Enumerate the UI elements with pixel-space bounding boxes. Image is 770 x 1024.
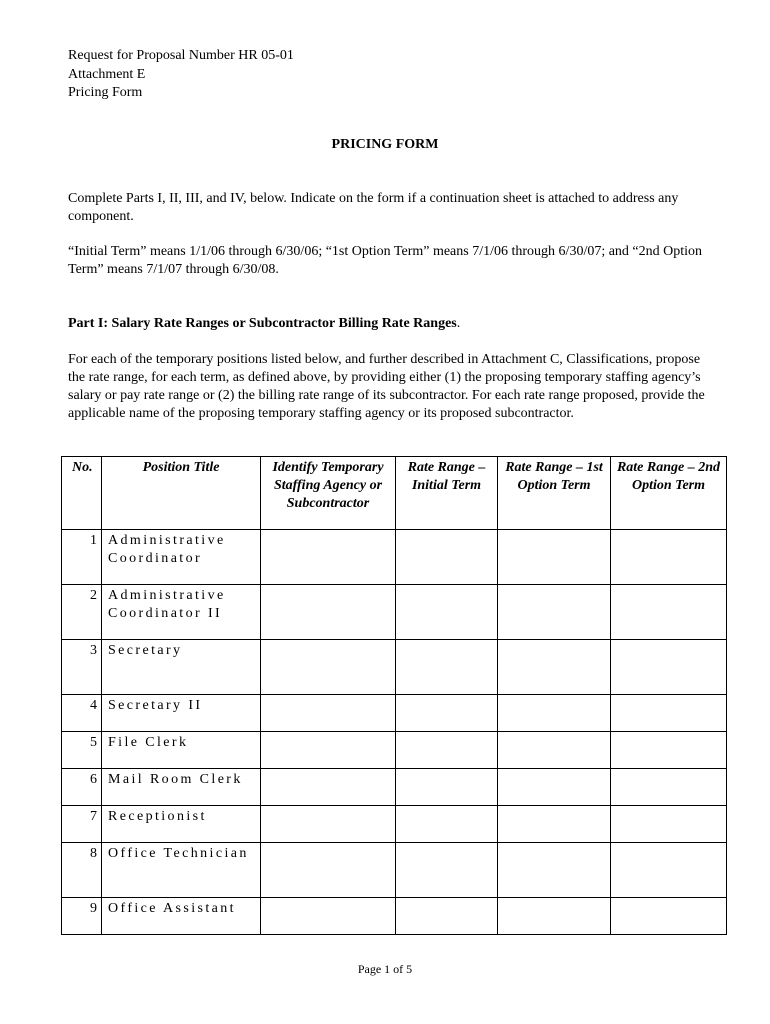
attachment-label: Attachment E xyxy=(68,66,146,82)
page-number: Page 1 of 5 xyxy=(357,962,413,976)
row-number: 7 xyxy=(62,806,102,843)
row-number: 1 xyxy=(62,530,102,585)
row-number: 8 xyxy=(62,843,102,898)
option2-term-cell[interactable] xyxy=(611,695,727,732)
part1-heading xyxy=(68,315,460,333)
initial-term-cell[interactable] xyxy=(396,806,498,843)
row-number: 4 xyxy=(62,695,102,732)
option2-term-cell[interactable] xyxy=(611,843,727,898)
option1-term-cell[interactable] xyxy=(498,695,611,732)
table-row xyxy=(62,769,727,806)
option1-term-cell[interactable] xyxy=(498,843,611,898)
table-row xyxy=(62,732,727,769)
initial-term-cell[interactable] xyxy=(396,640,498,695)
agency-cell[interactable] xyxy=(261,695,396,732)
position-title: Secretary xyxy=(102,640,261,695)
agency-cell[interactable] xyxy=(261,640,396,695)
position-title: Office Assistant xyxy=(102,898,261,935)
agency-cell[interactable] xyxy=(261,585,396,640)
option1-term-cell[interactable] xyxy=(498,732,611,769)
agency-cell[interactable] xyxy=(261,530,396,585)
agency-cell[interactable] xyxy=(261,843,396,898)
option1-term-cell[interactable] xyxy=(498,806,611,843)
col-header-agency: Identify Temporary Staffing Agency or Subcontractor xyxy=(261,457,396,530)
initial-term-cell[interactable] xyxy=(396,585,498,640)
option2-term-cell[interactable] xyxy=(611,640,727,695)
page-title: PRICING FORM xyxy=(331,137,439,152)
table-row xyxy=(62,640,727,695)
part1-instructions: For each of the temporary positions listed below, and further described in Attachment C, Classifications, propose the rate range, for each term, as defined above, by providing either (1) the proposing temporary staffing agency’s salary or pay rate range or (2) the billing rate range of its subcontractor. For each rate range proposed, provide the applicable name of the proposing temporary staffing agency or its proposed subcontractor. xyxy=(68,352,705,421)
option1-term-cell[interactable] xyxy=(498,585,611,640)
table-row xyxy=(62,585,727,640)
option2-term-cell[interactable] xyxy=(611,806,727,843)
position-title: Mail Room Clerk xyxy=(102,769,261,806)
option2-term-cell[interactable] xyxy=(611,769,727,806)
initial-term-cell[interactable] xyxy=(396,898,498,935)
option1-term-cell[interactable] xyxy=(498,769,611,806)
agency-cell[interactable] xyxy=(261,769,396,806)
initial-term-cell[interactable] xyxy=(396,530,498,585)
col-header-position: Position Title xyxy=(102,457,261,530)
agency-cell[interactable] xyxy=(261,806,396,843)
table-row xyxy=(62,530,727,585)
table-header-row xyxy=(62,457,727,530)
position-title: Secretary II xyxy=(102,695,261,732)
position-title: Receptionist xyxy=(102,806,261,843)
table-row xyxy=(62,843,727,898)
document-header xyxy=(68,47,294,103)
option1-term-cell[interactable] xyxy=(498,640,611,695)
initial-term-cell[interactable] xyxy=(396,695,498,732)
option2-term-cell[interactable] xyxy=(611,530,727,585)
terms-paragraph: “Initial Term” means 1/1/06 through 6/30/06; “1st Option Term” means 7/1/06 through 6/30/07; and “2nd Option Term” means 7/1/07 through 6/30/08. xyxy=(68,244,703,277)
col-header-no: No. xyxy=(62,457,102,530)
rfp-number: Request for Proposal Number HR 05-01 xyxy=(68,48,294,63)
option1-term-cell[interactable] xyxy=(498,530,611,585)
option1-term-cell[interactable] xyxy=(498,898,611,935)
row-number: 5 xyxy=(62,732,102,769)
col-header-option1-term: Rate Range – 1st Option Term xyxy=(498,457,611,530)
initial-term-cell[interactable] xyxy=(396,732,498,769)
position-title: File Clerk xyxy=(102,732,261,769)
position-title: Administrative Coordinator xyxy=(102,530,261,585)
agency-cell[interactable] xyxy=(261,732,396,769)
row-number: 9 xyxy=(62,898,102,935)
agency-cell[interactable] xyxy=(261,898,396,935)
option2-term-cell[interactable] xyxy=(611,732,727,769)
form-name: Pricing Form xyxy=(68,85,143,100)
intro-paragraph: Complete Parts I, II, III, and IV, below. Indicate on the form if a continuation sheet is attached to address any component. xyxy=(68,191,679,224)
table-row xyxy=(62,695,727,732)
table-row xyxy=(62,806,727,843)
position-title: Administrative Coordinator II xyxy=(102,585,261,640)
initial-term-cell[interactable] xyxy=(396,843,498,898)
part1-heading-tail: . xyxy=(456,316,461,331)
position-title: Office Technician xyxy=(102,843,261,898)
row-number: 3 xyxy=(62,640,102,695)
col-header-initial-term: Rate Range – Initial Term xyxy=(396,457,498,530)
row-number: 6 xyxy=(62,769,102,806)
pricing-table xyxy=(61,456,727,935)
table-row xyxy=(62,898,727,935)
row-number: 2 xyxy=(62,585,102,640)
col-header-option2-term: Rate Range – 2nd Option Term xyxy=(611,457,727,530)
option2-term-cell[interactable] xyxy=(611,585,727,640)
option2-term-cell[interactable] xyxy=(611,898,727,935)
part1-heading-text: Part I: Salary Rate Ranges or Subcontractor Billing Rate Ranges xyxy=(68,316,457,331)
initial-term-cell[interactable] xyxy=(396,769,498,806)
